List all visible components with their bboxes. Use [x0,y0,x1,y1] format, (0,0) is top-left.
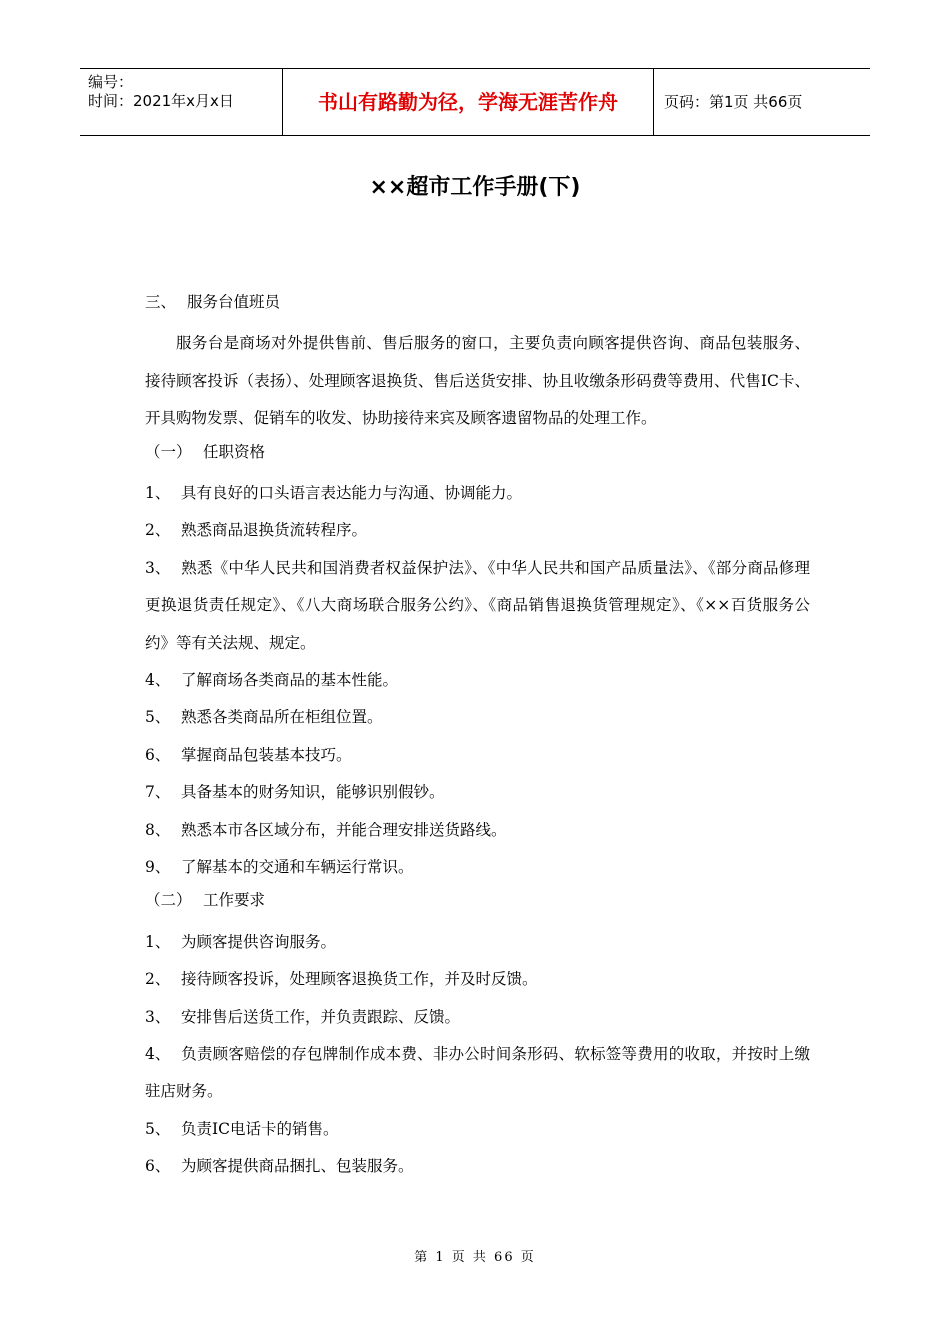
time-label: 时间：2021年x月x日 [88,92,234,110]
list-item-text: 具备基本的财务知识，能够识别假钞。 [181,783,445,802]
list-item [145,1148,810,1185]
document-title: ××超市工作手册(下) [369,175,581,200]
header-page-info: 页码：第1页 共66页 [664,93,803,111]
subsection-number: （二） [145,891,192,910]
page-footer: 第 1 页 共 66 页 [414,1250,536,1265]
subsection-title: 工作要求 [203,891,266,910]
list-item-text: 具有良好的口头语言表达能力与沟通、协调能力。 [181,484,523,502]
list-item-text: 了解基本的交通和车辆运行常识。 [181,858,414,877]
list-item-number: 1、 [145,932,171,951]
list-item-text: 熟悉商品退换货流转程序。 [181,521,368,540]
list-item-text: 了解商场各类商品的基本性能。 [181,671,399,690]
header-motto: 书山有路勤为径，学海无涯苦作舟 [282,69,654,135]
list-item-number: 6、 [145,1157,171,1176]
list-item-text: 为顾客提供商品捆扎、包装服务。 [181,1157,414,1176]
subsection-heading-requirements [145,886,810,923]
section-title: 服务台值班员 [187,293,281,311]
list-item-text: 负责顾客赔偿的存包牌制作成本费、非办公时间条形码、软标签等费用的收取，并按时上缴驻店财务。 [145,1045,810,1101]
list-item-number: 5、 [145,1119,171,1138]
list-item-number: 5、 [145,708,171,727]
list-item [145,999,810,1036]
list-item-number: 4、 [145,1045,171,1064]
list-item-number: 3、 [145,1007,171,1026]
list-item [145,512,810,549]
list-item [145,812,810,849]
qualifications-list [145,475,810,886]
list-item-number: 9、 [145,858,171,877]
list-item [145,1111,810,1148]
section-number: 三、 [145,293,177,311]
number-label: 编号： [88,73,134,91]
subsection-number: （一） [145,442,192,461]
list-item-number: 3、 [145,558,171,577]
list-item-text: 为顾客提供咨询服务。 [181,932,337,951]
list-item-text: 安排售后送货工作，并负责跟踪、反馈。 [181,1007,461,1026]
list-item-number: 2、 [145,521,171,540]
section-heading [145,288,810,325]
list-item-text: 熟悉本市各区域分布，并能合理安排送货路线。 [181,820,507,839]
list-item [145,737,810,774]
intro-paragraph: 服务台是商场对外提供售前、售后服务的窗口，主要负责向顾客提供咨询、商品包装服务、接待顾客投诉（表扬）、处理顾客退换货、售后送货安排、协且收缴条形码费等费用、代售IC卡、开具购物发票、促销车的收发、协助接待来宾及顾客遗留物品的处理工作。 [145,334,810,428]
list-item-number: 4、 [145,671,171,690]
subsection-heading-qualifications [145,438,810,475]
list-item [145,961,810,998]
list-item-number: 2、 [145,970,171,989]
list-item [145,774,810,811]
list-item [145,1036,810,1111]
page-header [80,68,870,136]
list-item-text: 熟悉《中华人民共和国消费者权益保护法》、《中华人民共和国产品质量法》、《部分商品修理更换退货责任规定》、《八大商场联合服务公约》、《商品销售退换货管理规定》、《××百货服务公约》等有关法规、规定。 [145,558,810,652]
list-item-text: 掌握商品包装基本技巧。 [181,745,352,764]
list-item [145,550,810,662]
list-item-text: 负责IC电话卡的销售。 [181,1119,339,1138]
list-item-text: 熟悉各类商品所在柜组位置。 [181,708,383,727]
list-item [145,662,810,699]
list-item [145,475,810,512]
header-meta [80,69,282,135]
list-item [145,849,810,886]
subsection-title: 任职资格 [203,442,266,461]
requirements-list [145,924,810,1186]
list-item-number: 1、 [145,484,171,502]
list-item-number: 6、 [145,745,171,764]
document-body [145,288,810,1186]
list-item-number: 7、 [145,783,171,802]
list-item-text: 接待顾客投诉，处理顾客退换货工作，并及时反馈。 [181,970,538,989]
list-item [145,924,810,961]
list-item [145,699,810,736]
list-item-number: 8、 [145,820,171,839]
